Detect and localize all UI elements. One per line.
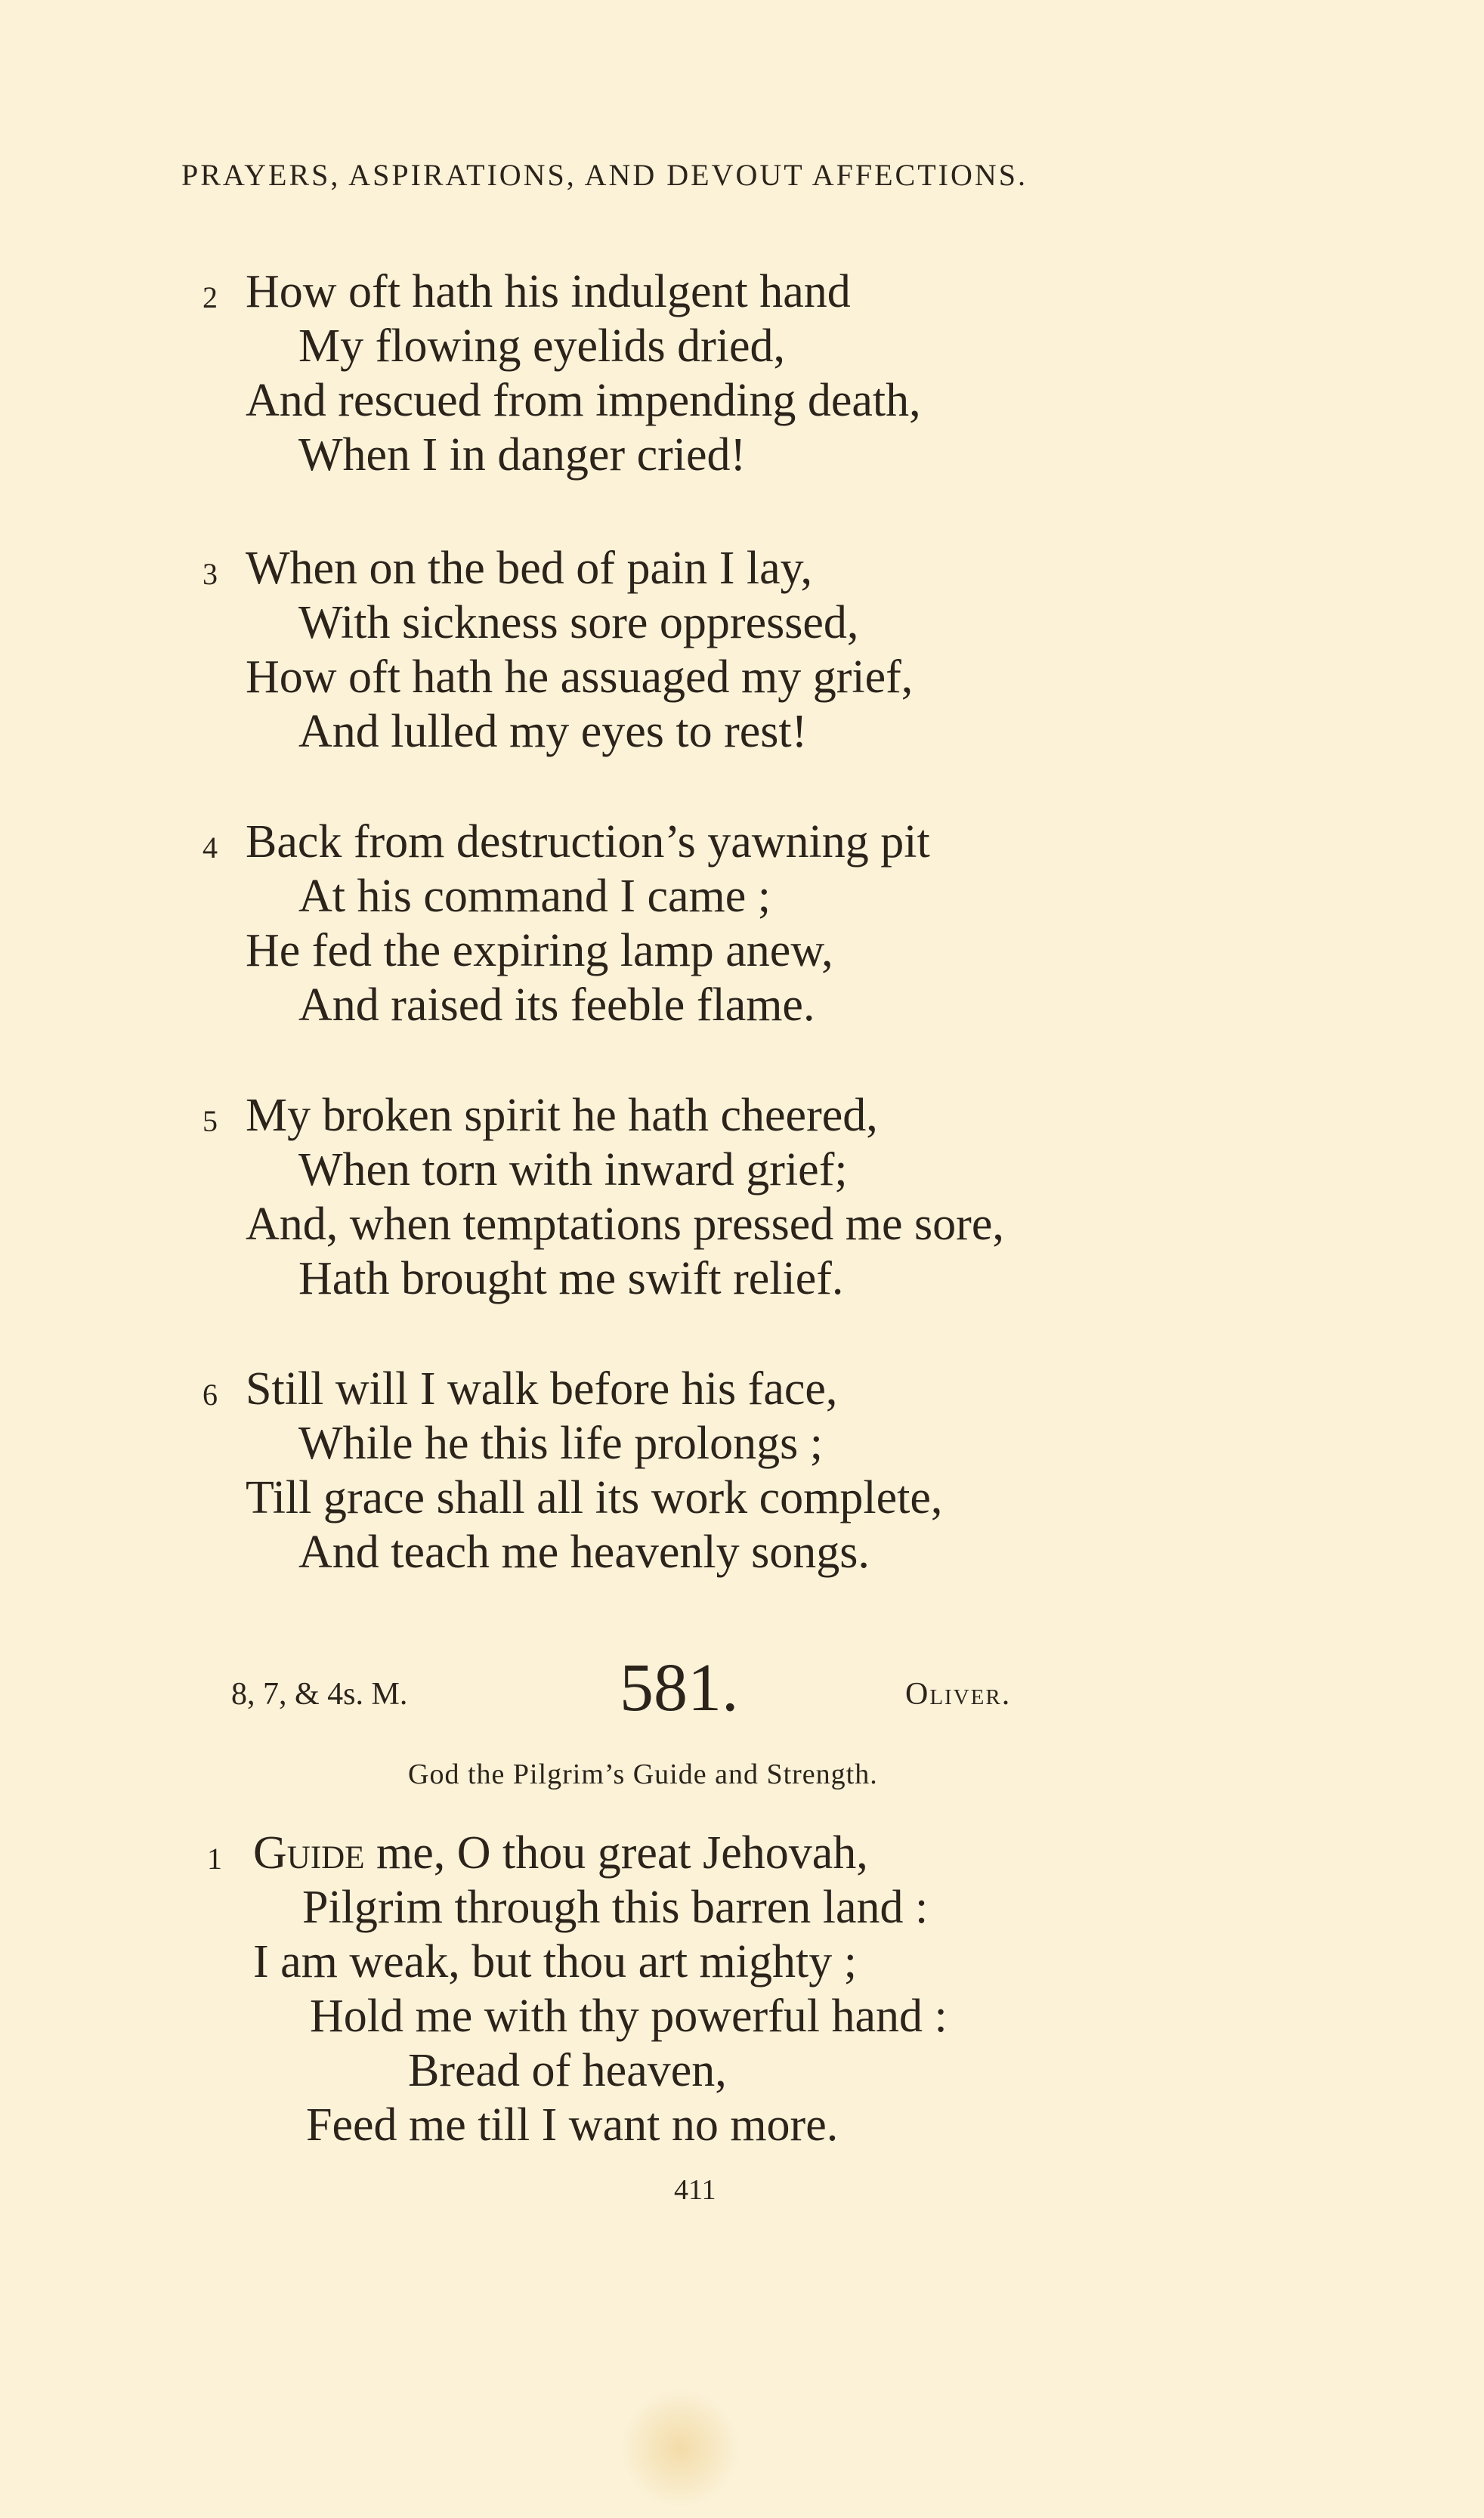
stanza-number: 3 xyxy=(203,557,218,591)
verse-line: Back from destruction’s yawning pit xyxy=(246,816,930,868)
verse-line: Hold me with thy powerful hand : xyxy=(310,1991,948,2042)
verse-line: And teach me heavenly songs. xyxy=(298,1527,870,1578)
paper-stain xyxy=(620,2388,740,2509)
hymn-number: 581. xyxy=(620,1650,739,1725)
verse-line: When torn with inward grief; xyxy=(298,1144,848,1196)
verse-line: When I in danger cried! xyxy=(298,429,747,481)
verse-line xyxy=(253,1826,868,1880)
running-header: PRAYERS, ASPIRATIONS, AND DEVOUT AFFECTIONS. xyxy=(181,158,1028,192)
verse-line: And lulled my eyes to rest! xyxy=(298,706,808,757)
verse-line: And, when temptations pressed me sore, xyxy=(246,1199,1004,1250)
first-word: Guide xyxy=(253,1827,365,1879)
stanza-number: 6 xyxy=(203,1378,218,1412)
verse-line: And raised its feeble flame. xyxy=(298,979,815,1031)
verse-line: Feed me till I want no more. xyxy=(306,2099,839,2151)
verse-line: And rescued from impending death, xyxy=(246,375,921,426)
stanza-number: 5 xyxy=(203,1104,218,1138)
verse-line: My flowing eyelids dried, xyxy=(298,320,786,372)
verse-line: While he this life prolongs ; xyxy=(298,1418,823,1469)
verse-line-rest: me, O thou great Jehovah, xyxy=(376,1827,868,1879)
verse-line: Till grace shall all its work complete, xyxy=(246,1472,943,1523)
tune-name: Oliver. xyxy=(905,1677,1012,1712)
verse-line: I am weak, but thou art mighty ; xyxy=(253,1936,857,1987)
stanza-number: 4 xyxy=(203,831,218,865)
verse-line: Bread of heaven, xyxy=(408,2045,727,2096)
verse-line: How oft hath his indulgent hand xyxy=(246,266,851,317)
verse-line: Hath brought me swift relief. xyxy=(298,1253,844,1304)
verse-line: Still will I walk before his face, xyxy=(246,1363,838,1415)
page-number: 411 xyxy=(674,2174,716,2206)
verse-line: Pilgrim through this barren land : xyxy=(302,1882,929,1933)
stanza-number: 1 xyxy=(207,1842,222,1876)
verse-line: He fed the expiring lamp anew, xyxy=(246,925,833,976)
verse-line: When on the bed of pain I lay, xyxy=(246,543,813,594)
stanza-number: 2 xyxy=(203,280,218,314)
verse-line: At his command I came ; xyxy=(298,871,771,922)
hymn-subtitle: God the Pilgrim’s Guide and Strength. xyxy=(408,1759,878,1790)
verse-line: With sickness sore oppressed, xyxy=(298,597,859,648)
verse-line: My broken spirit he hath cheered, xyxy=(246,1090,878,1141)
hymn-meter: 8, 7, & 4s. M. xyxy=(231,1677,408,1712)
verse-line: How oft hath he assuaged my grief, xyxy=(246,651,914,703)
